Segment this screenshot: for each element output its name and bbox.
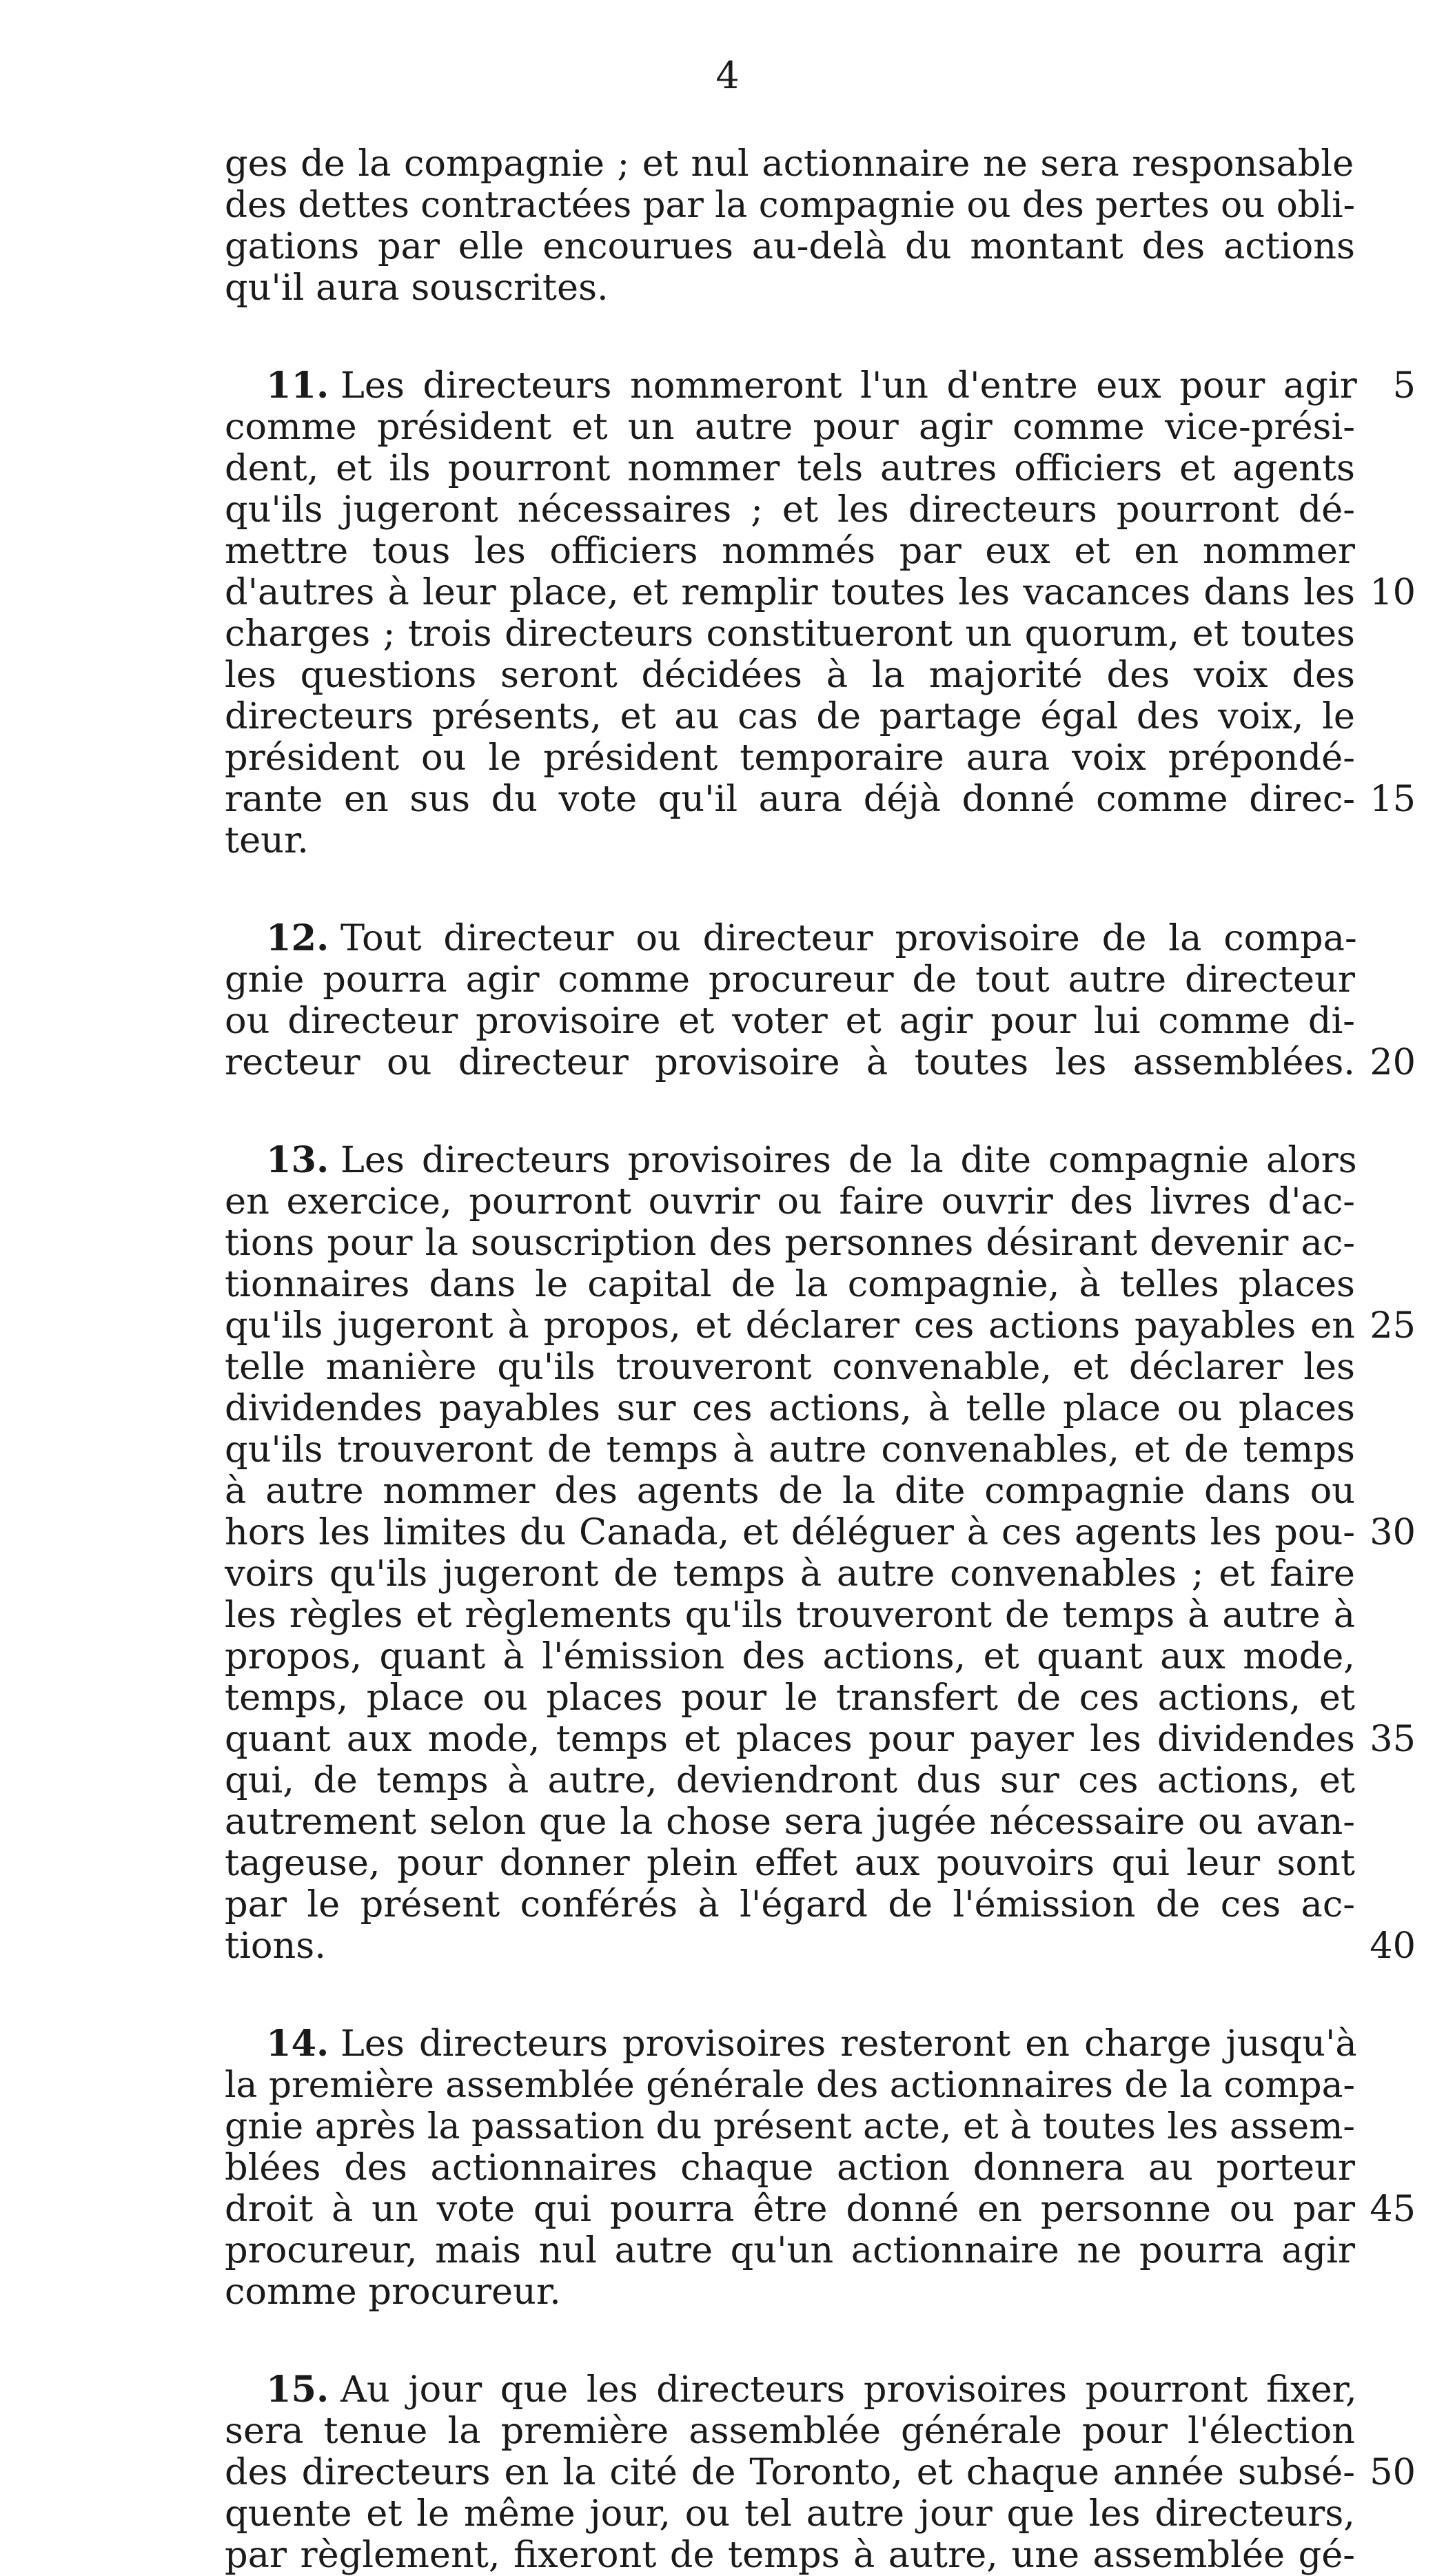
section-gap (225, 861, 1355, 918)
text-line (225, 959, 1355, 1001)
text-line (225, 1553, 1355, 1595)
text-line (225, 1223, 1355, 1264)
text-line (225, 1884, 1355, 1925)
line-text: président ou le président temporaire aura voix prépondé- (225, 737, 1355, 779)
section (225, 2369, 1416, 2576)
text-line (225, 613, 1355, 655)
text-line (225, 1264, 1355, 1305)
line-text: qu'ils jugeront nécessaires ; et les directeurs pourront dé- (225, 489, 1355, 531)
section-gap (225, 1967, 1355, 2023)
section-number: 15. (266, 2369, 329, 2411)
text-line (225, 1140, 1355, 1181)
line-text: temps, place ou places pour le transfert de ces actions, et (225, 1677, 1355, 1719)
section-number: 11. (266, 365, 329, 407)
margin-line-number: 50 (1370, 2451, 1416, 2493)
text-line (225, 2106, 1355, 2147)
body-text (225, 143, 1416, 2576)
line-text: sera tenue la première assemblée générale pour l'élection (225, 2410, 1355, 2452)
section-gap (225, 2313, 1355, 2369)
line-text: qu'ils jugeront à propos, et déclarer ces actions payables en (225, 1305, 1355, 1347)
line-text: Les directeurs provisoires de la dite compagnie alors (340, 1139, 1357, 1181)
text-line (225, 267, 1355, 309)
sections (225, 309, 1416, 2576)
text-line (225, 1429, 1355, 1471)
text-line (225, 1636, 1355, 1677)
text-line (225, 2065, 1355, 2106)
line-text: tions. (225, 1925, 326, 1967)
text-line (225, 531, 1355, 572)
text-line (225, 2147, 1355, 2189)
margin-line-number: 30 (1370, 1511, 1416, 1553)
line-text: quant aux mode, temps et places pour payer les dividendes (225, 1718, 1355, 1760)
text-line (225, 737, 1355, 779)
line-text: droit à un vote qui pourra être donné en personne ou par (225, 2188, 1355, 2230)
text-line (225, 2188, 1416, 2230)
line-text: propos, quant à l'émission des actions, et quant aux mode, (225, 1635, 1355, 1677)
line-text: quente et le même jour, ou tel autre jour que les directeurs, (225, 2493, 1355, 2535)
line-text: voirs qu'ils jugeront de temps à autre convenables ; et faire (225, 1553, 1355, 1595)
line-text: des dettes contractées par la compagnie ou des pertes ou obli- (225, 184, 1355, 226)
text-line (225, 1511, 1416, 1553)
line-text: gations par elle encourues au-delà du montant des actions (225, 225, 1355, 267)
line-text: comme procureur. (225, 2271, 561, 2313)
line-text: en exercice, pourront ouvrir ou faire ouvrir des livres d'ac- (225, 1180, 1355, 1223)
text-line (225, 1181, 1355, 1223)
section-gap (225, 1083, 1355, 1140)
line-text: tageuse, pour donner plein effet aux pouvoirs qui leur sont (225, 1842, 1355, 1884)
line-text: qui, de temps à autre, deviendront dus sur ces actions, et (225, 1759, 1355, 1801)
section (225, 917, 1416, 1083)
text-line (225, 448, 1355, 489)
text-line (225, 696, 1355, 737)
line-text: dividendes payables sur ces actions, à telle place ou places (225, 1387, 1355, 1429)
line-text: rante en sus du vote qu'il aura déjà donné comme direc- (225, 778, 1355, 820)
line-text: charges ; trois directeurs constitueront un quorum, et toutes (225, 613, 1355, 655)
line-text: tions pour la souscription des personnes désirant devenir ac- (225, 1222, 1355, 1264)
line-text: Tout directeur ou directeur provisoire de la compa- (340, 917, 1357, 959)
section-gap (225, 309, 1355, 365)
section-number: 12. (266, 917, 329, 959)
text-line (225, 143, 1355, 185)
line-text: qu'il aura souscrites. (225, 267, 609, 309)
section (225, 1139, 1416, 1967)
line-text: recteur ou directeur provisoire à toutes les assemblées. (225, 1041, 1355, 1083)
line-text: la première assemblée générale des actionnaires de la compa- (225, 2064, 1355, 2106)
line-text: gnie pourra agir comme procureur de tout autre directeur (225, 959, 1355, 1001)
text-line (225, 571, 1416, 613)
margin-line-number: 45 (1370, 2188, 1416, 2230)
margin-line-number: 25 (1370, 1305, 1416, 1347)
line-text: tionnaires dans le capital de la compagnie, à telles places (225, 1263, 1355, 1305)
line-text: Les directeurs nommeront l'un d'entre eux pour agir (340, 365, 1357, 407)
line-text: blées des actionnaires chaque action donnera au porteur (225, 2147, 1355, 2189)
text-line (225, 2023, 1355, 2065)
text-line (225, 365, 1416, 407)
line-text: qu'ils trouveront de temps à autre convenables, et de temps (225, 1429, 1355, 1471)
line-text: ou directeur provisoire et voter et agir pour lui comme di- (225, 1000, 1355, 1042)
text-line (225, 2271, 1355, 2313)
text-line (225, 2411, 1355, 2452)
text-line (225, 1471, 1355, 1512)
text-line (225, 1801, 1355, 1843)
line-text: autrement selon que la chose sera jugée nécessaire ou avan- (225, 1801, 1355, 1843)
text-line (225, 778, 1416, 820)
text-line (225, 226, 1355, 267)
text-line (225, 1760, 1355, 1801)
text-line (225, 918, 1355, 959)
section (225, 2023, 1416, 2313)
line-text: à autre nommer des agents de la dite compagnie dans ou (225, 1470, 1355, 1512)
text-line (225, 1001, 1355, 1042)
margin-line-number: 15 (1370, 778, 1416, 820)
line-text: les règles et règlements qu'ils trouveront de temps à autre à (225, 1594, 1355, 1636)
margin-line-number: 5 (1392, 365, 1416, 407)
margin-line-number: 10 (1370, 571, 1416, 613)
line-text: d'autres à leur place, et remplir toutes les vacances dans les (225, 571, 1355, 613)
margin-line-number: 20 (1370, 1041, 1416, 1083)
text-line (225, 1305, 1416, 1347)
line-text: mettre tous les officiers nommés par eux et en nommer (225, 530, 1355, 572)
text-line (225, 2230, 1355, 2271)
line-text: des directeurs en la cité de Toronto, et chaque année subsé- (225, 2451, 1355, 2493)
line-text: dent, et ils pourront nommer tels autres officiers et agents (225, 447, 1355, 489)
margin-line-number: 40 (1370, 1925, 1416, 1967)
line-text: Au jour que les directeurs provisoires pourront fixer, (340, 2369, 1357, 2411)
text-line (225, 1677, 1355, 1719)
line-text: directeurs présents, et au cas de partage égal des voix, le (225, 695, 1355, 737)
line-text: procureur, mais nul autre qu'un actionnaire ne pourra agir (225, 2229, 1355, 2271)
text-line (225, 2369, 1355, 2411)
text-line (225, 2493, 1355, 2535)
text-line (225, 185, 1355, 226)
text-line (225, 1041, 1416, 1083)
line-text: teur. (225, 819, 309, 861)
line-text: Les directeurs provisoires resteront en charge jusqu'à (340, 2023, 1357, 2065)
section-number: 13. (266, 1139, 329, 1181)
line-text: comme président et un autre pour agir comme vice-prési- (225, 406, 1355, 448)
section (225, 365, 1416, 861)
text-line (225, 655, 1355, 696)
text-line (225, 1925, 1416, 1967)
line-text: hors les limites du Canada, et déléguer à ces agents les pou- (225, 1511, 1355, 1553)
line-text: ges de la compagnie ; et nul actionnaire ne sera responsable (225, 143, 1354, 185)
text-line (225, 2535, 1355, 2576)
section-number: 14. (266, 2023, 329, 2065)
text-line (225, 1595, 1355, 1636)
line-text: par le présent conférés à l'égard de l'émission de ces ac- (225, 1883, 1355, 1925)
text-line (225, 407, 1355, 448)
text-line (225, 1347, 1355, 1388)
line-text: telle manière qu'ils trouveront convenable, et déclarer les (225, 1346, 1355, 1388)
text-line (225, 820, 1355, 861)
margin-line-number: 35 (1370, 1718, 1416, 1760)
text-line (225, 1718, 1416, 1760)
text-line (225, 1843, 1355, 1884)
line-text: par règlement, fixeront de temps à autre, une assemblée gé- (225, 2534, 1355, 2576)
page-number: 4 (715, 54, 740, 97)
line-text: gnie après la passation du présent acte, et à toutes les assem- (225, 2105, 1355, 2147)
text-line (225, 489, 1355, 531)
text-line (225, 1388, 1355, 1429)
line-text: les questions seront décidées à la majorité des voix des (225, 654, 1355, 696)
text-line (225, 2451, 1416, 2493)
